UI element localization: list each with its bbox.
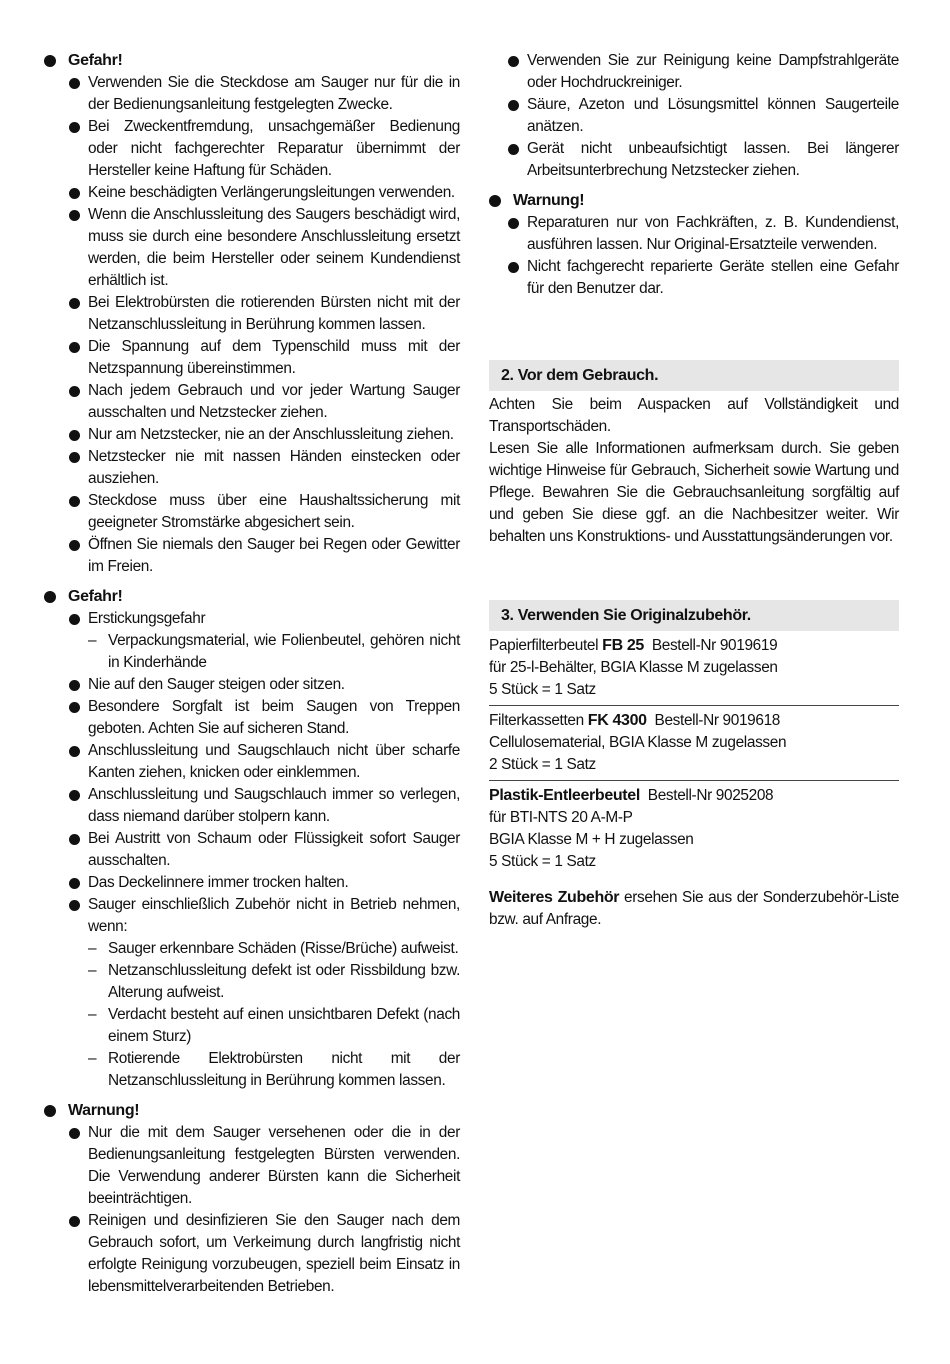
bullet-icon <box>69 342 80 353</box>
section-heading-before-use: 2. Vor dem Gebrauch. <box>489 360 899 391</box>
accessory-paper-filter-bag <box>489 631 899 705</box>
bullet-icon <box>69 430 80 441</box>
sub-list-item: – Sauger erkennbare Schäden (Risse/Brüche) aufweist. <box>108 938 460 960</box>
bullet-icon <box>69 452 80 463</box>
danger-heading-1: Gefahr! <box>44 50 460 72</box>
accessory-disposal-bag <box>489 781 899 877</box>
continued-list <box>489 50 899 182</box>
list-item: Reinigen und desinfizieren Sie den Sauger nach dem Gebrauch sofort, um Verkeimung durch langfristig nicht erfolgte Reinigung vorzubeugen, speziell beim Einsatz in lebensmittelverarbeitenden Betrieben. <box>88 1210 460 1298</box>
list-item: Nur am Netzstecker, nie an der Anschlussleitung ziehen. <box>88 424 460 446</box>
list-item: Netzstecker nie mit nassen Händen einstecken oder ausziehen. <box>88 446 460 490</box>
accessory-code: FB 25 <box>602 637 644 654</box>
list-item: Wenn die Anschlussleitung des Saugers beschädigt wird, muss sie durch eine besondere Anschlussleitung ersetzt werden, die beim Hersteller oder seinem Kundendienst erhältlich ist. <box>88 204 460 292</box>
bullet-icon <box>69 1128 80 1139</box>
left-column <box>44 50 460 1302</box>
danger-heading-2: Gefahr! <box>44 586 460 608</box>
list-item: Anschlussleitung und Saugschlauch nicht über scharfe Kanten ziehen, knicken oder einklemmen. <box>88 740 460 784</box>
list-item: Nach jedem Gebrauch und vor jeder Wartung Sauger ausschalten und Netzstecker ziehen. <box>88 380 460 424</box>
list-item: Nicht fachgerecht reparierte Geräte stellen eine Gefahr für den Benutzer dar. <box>527 256 899 300</box>
list-item: Das Deckelinnere immer trocken halten. <box>88 872 460 894</box>
list-item: Anschlussleitung und Saugschlauch immer so verlegen, dass niemand darüber stolpern kann. <box>88 784 460 828</box>
bullet-icon <box>69 790 80 801</box>
order-number: Bestell-Nr 9025208 <box>647 787 774 804</box>
list-item: Die Spannung auf dem Typenschild muss mit der Netzspannung übereinstimmen. <box>88 336 460 380</box>
bullet-icon <box>69 298 80 309</box>
sub-list <box>88 630 460 674</box>
bullet-icon <box>69 540 80 551</box>
dash-icon: – <box>88 940 97 957</box>
bullet-icon <box>508 144 519 155</box>
bullet-icon <box>69 496 80 507</box>
bullet-icon <box>508 56 519 67</box>
bullet-icon <box>508 100 519 111</box>
list-item: Steckdose muss über eine Haushaltssicherung mit geeigneter Stromstärke abgesichert sein. <box>88 490 460 534</box>
bullet-icon <box>508 218 519 229</box>
list-item: Bei Zweckentfremdung, unsachgemäßer Bedienung oder nicht fachgerechter Reparatur übernimmt der Hersteller keine Haftung für Schäden. <box>88 116 460 182</box>
bullet-icon <box>489 195 501 207</box>
accessory-name: Filterkassetten <box>489 712 584 729</box>
accessory-approval: BGIA Klasse M + H zugelassen <box>489 831 694 848</box>
bullet-icon <box>69 834 80 845</box>
warning-heading-2: Warnung! <box>489 190 899 212</box>
accessory-code: Plastik-Entleerbeutel <box>489 787 640 804</box>
bullet-icon <box>508 262 519 273</box>
sub-list-item: – Rotierende Elektrobürsten nicht mit der Netzanschlussleitung in Berührung kommen lassen. <box>88 1050 460 1089</box>
list-item: Öffnen Sie niemals den Sauger bei Regen oder Gewitter im Freien. <box>88 534 460 578</box>
section-heading-accessories: 3. Verwenden Sie Originalzubehör. <box>489 600 899 631</box>
list-item: Reparaturen nur von Fachkräften, z. B. Kundendienst, ausführen lassen. Nur Original-Ersatzteile verwenden. <box>527 212 899 256</box>
list-item: Keine beschädigten Verlängerungsleitungen verwenden. <box>88 182 460 204</box>
sub-list-item: – Verdacht besteht auf einen unsichtbaren Defekt (nach einem Sturz) <box>88 1006 460 1045</box>
list-item: Erstickungsgefahr – Verpackungsmaterial, wie Folienbeutel, gehören nicht in Kinderhände <box>88 608 460 674</box>
right-column <box>489 50 899 931</box>
list-item: Sauger einschließlich Zubehör nicht in Betrieb nehmen, wenn: – Sauger erkennbare Schäden (Risse/Brüche) aufweist. – Netzanschlussleitung defekt ist oder Rissbildung bzw. Alterung aufweist. – Verdacht besteht auf einen unsichtbaren Defekt (nach einem Sturz) – Rotierende Elektrobürsten nicht mit der Netzanschlussleitung in Berührung kommen lassen. <box>88 894 460 1092</box>
list-item: Bei Elektrobürsten die rotierenden Bürsten nicht mit der Netzanschlussleitung in Berührung kommen lassen. <box>88 292 460 336</box>
sub-list <box>88 938 460 1092</box>
more-accessories-note: Weiteres Zubehör ersehen Sie aus der Sonderzubehör-Liste bzw. auf Anfrage. <box>489 889 899 928</box>
paragraph: Lesen Sie alle Informationen aufmerksam durch. Sie geben wichtige Hinweise für Gebrauch, Sicherheit sowie Wartung und Pflege. Bewahren Sie die Gebrauchsanleitung sorgfältig auf und geben Sie diese ggf. an die Nachbesitzer weiter. Wir behalten uns Konstruktions- und Ausstattungsänderungen vor. <box>489 440 899 545</box>
bullet-icon <box>69 210 80 221</box>
bullet-icon <box>69 78 80 89</box>
bullet-icon <box>69 680 80 691</box>
list-item: Verwenden Sie die Steckdose am Sauger nur für die in der Bedienungsanleitung festgelegten Zwecke. <box>88 72 460 116</box>
bullet-icon <box>69 386 80 397</box>
bullet-icon <box>44 1105 56 1117</box>
warning-list-1 <box>44 1122 460 1298</box>
accessory-code: FK 4300 <box>587 712 647 729</box>
bullet-icon <box>44 55 56 67</box>
accessory-quantity: 5 Stück = 1 Satz <box>489 853 596 870</box>
dash-icon: – <box>88 632 97 649</box>
bullet-icon <box>69 1216 80 1227</box>
dash-icon: – <box>88 1050 97 1067</box>
list-item: Gerät nicht unbeaufsichtigt lassen. Bei längerer Arbeitsunterbrechung Netzstecker ziehen. <box>527 138 899 182</box>
list-item: Besondere Sorgfalt ist beim Saugen von Treppen geboten. Achten Sie auf sicheren Stand. <box>88 696 460 740</box>
bullet-icon <box>69 188 80 199</box>
accessory-detail: Cellulosematerial, BGIA Klasse M zugelassen <box>489 734 787 751</box>
bullet-icon <box>69 900 80 911</box>
accessory-detail: für 25-l-Behälter, BGIA Klasse M zugelassen <box>489 659 778 676</box>
accessory-quantity: 5 Stück = 1 Satz <box>489 681 596 698</box>
accessory-quantity: 2 Stück = 1 Satz <box>489 756 596 773</box>
sub-list-item: – Verpackungsmaterial, wie Folienbeutel, gehören nicht in Kinderhände <box>88 632 460 671</box>
sub-list-item: – Netzanschlussleitung defekt ist oder Rissbildung bzw. Alterung aufweist. <box>88 962 460 1001</box>
paragraph: Achten Sie beim Auspacken auf Vollständigkeit und Transportschäden. <box>489 396 899 435</box>
list-item: Bei Austritt von Schaum oder Flüssigkeit sofort Sauger ausschalten. <box>88 828 460 872</box>
bullet-icon <box>69 614 80 625</box>
accessory-filter-cassette <box>489 706 899 780</box>
list-item: Nur die mit dem Sauger versehenen oder die in der Bedienungsanleitung festgelegten Bürsten verwenden. Die Verwendung anderer Bürsten kann die Sicherheit beeinträchtigen. <box>88 1122 460 1210</box>
bullet-icon <box>44 591 56 603</box>
bullet-icon <box>69 702 80 713</box>
bullet-icon <box>69 746 80 757</box>
list-item: Nie auf den Sauger steigen oder sitzen. <box>88 674 460 696</box>
accessory-detail: für BTI-NTS 20 A-M-P <box>489 809 633 826</box>
dash-icon: – <box>88 1006 97 1023</box>
danger-list-2 <box>44 608 460 1092</box>
bullet-icon <box>69 878 80 889</box>
list-item: Verwenden Sie zur Reinigung keine Dampfstrahlgeräte oder Hochdruckreiniger. <box>527 50 899 94</box>
warning-heading-1: Warnung! <box>44 1100 460 1122</box>
order-number: Bestell-Nr 9019619 <box>651 637 778 654</box>
bullet-icon <box>69 122 80 133</box>
order-number: Bestell-Nr 9019618 <box>654 712 780 729</box>
accessory-name: Papierfilterbeutel <box>489 637 599 654</box>
warning-list-2 <box>489 212 899 300</box>
dash-icon: – <box>88 962 97 979</box>
list-item: Säure, Azeton und Lösungsmittel können Saugerteile anätzen. <box>527 94 899 138</box>
danger-list-1 <box>44 72 460 578</box>
